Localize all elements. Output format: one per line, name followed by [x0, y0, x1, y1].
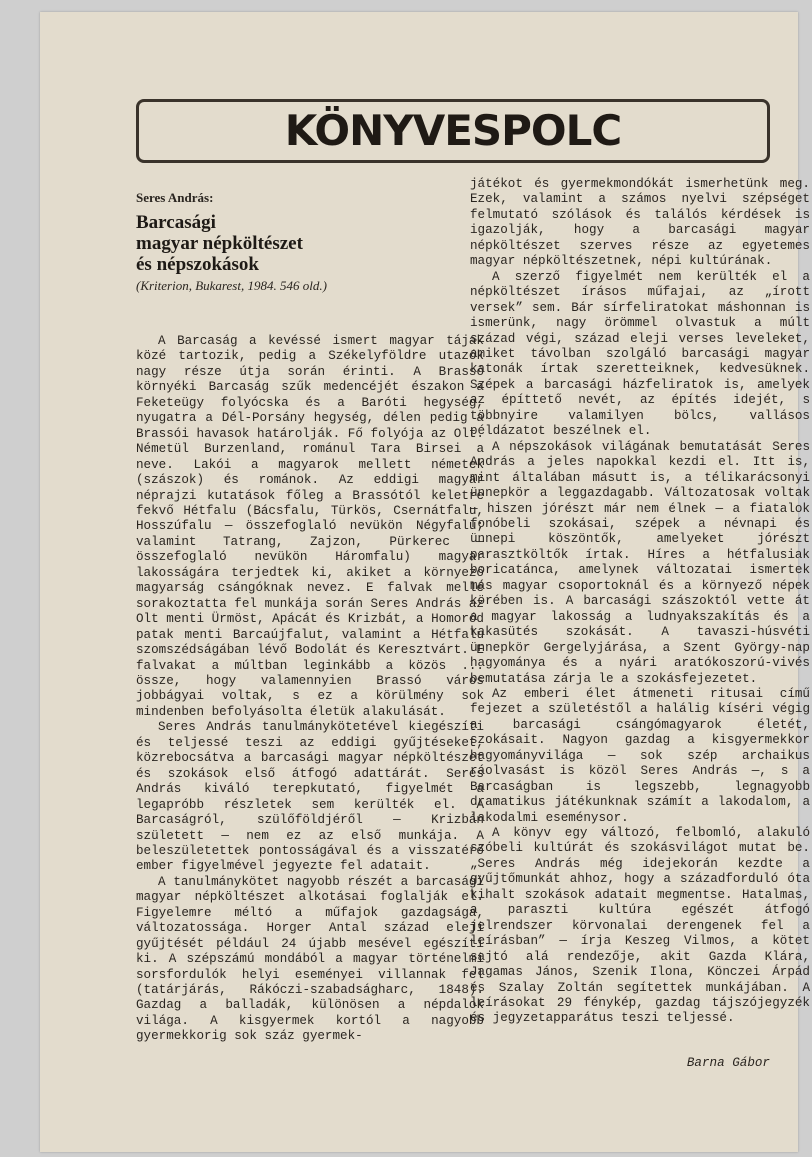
- review-paragraph: játékot és gyermekmondókát ismerhetünk meg. Ezek, valamint a számos nyelvi szépséget felmutató szólások és találós kérdések is igazolják, hogy a barcasági magyar népköltészet szerves része az egyetemes magyar népköltészetnek, népi kultúrának.: [470, 177, 810, 269]
- section-banner: [136, 99, 770, 163]
- review-paragraph: A népszokások világának bemutatását Seres András a jeles napokkal kezdi el. Itt is, mint általában másutt is, a télikarácsonyi ünnepkör a leggazdagabb. Változatosak voltak — hiszen jórészt már nem élnek — a fiatalok fonóbeli szokásai, szépek a névnapi és ünnepi köszöntők, amelyeket jórészt parasztköltők írtak. Híres a hétfalusiak boricatánca, amelynek változatai ismertek más magyar csoportoknál és a környező népek körében is. A barcasági szászoktól vette át a magyar lakosság a ludnyakszakítás és a kakasütés szokását. A tavaszi-húsvéti ünnepkör Gergelyjárása, a Szent György-nap hagyománya és a nyári aratókoszorú-vivés bemutatása zárja le a szokásfejezetet.: [470, 439, 810, 686]
- section-title: KÖNYVESPOLC: [284, 106, 622, 155]
- publication-info: (Kriterion, Bukarest, 1984. 546 old.): [136, 278, 327, 293]
- review-paragraph: A Barcaság a kevéssé ismert magyar tájak közé tartozik, pedig a Székelyföldre utazók nagy része útja során érinti. A Brassó környéki Barcaság szűk medencéjét északon a Feketeügy folyócska és a Baróti hegység, nyugatra a Dél-Porsány hegység, délen pedig a Brassói havasok határolják. Fő folyója az Olt. Németül Burzenland, románul Tara Birsei a neve. Lakói a magyarok mellett németek (szászok) és románok. Az eddigi magyar néprajzi kutatások főleg a Brassótól keletre fekvő Hétfalu (Bácsfalu, Türkös, Csernátfalu, Hosszúfalu — összefoglaló nevükön Négyfalu; valamint Tatrang, Zajzon, Pürkerec — összefoglaló nevükön Háromfalu) magyar lakosságára terjedtek ki, akiket a környező magyarság csángóknak nevez. E falvak mellé sorakoztatta fel munkája során Seres András az Olt menti Ürmöst, Apácát és Krizbát, a Homoród patak menti Barcaújfalut, valamint a Hétfalu szomszédságában lévő Bodolát és Keresztvárt. E falvakat a múltban leginkább a közös ... össze, hogy valamennyien Brassó város jobbágyai voltak, s ez a körülmény sok mindenben befolyásolta életük alakulását.: [136, 334, 484, 719]
- left-column: [136, 334, 484, 1045]
- book-author: Seres András:: [136, 190, 214, 205]
- book-title: [136, 212, 436, 275]
- magazine-page: [40, 12, 810, 1152]
- review-paragraph: Az emberi élet átmeneti ritusai című fejezet a születéstől a halálig kíséri végig a barcasági csángómagyarok életét, szokásait. Nagyon gazdag a kisgyermekkor hagyományvilága — sok szép archaikus ráolvasást is közöl Seres András —, s a Barcaságban is legszebb, legnagyobb dramatikus játékunknak számít a lakodalom, a lakodalmi eseménysor.: [470, 686, 810, 825]
- review-paragraph: A szerző figyelmét nem kerülték el a népköltészet írásos műfajai, az „írott versek” sem. Bár sírfeliratokat máshonnan is ismerünk, nagy örömmel olvastuk a múlt század végi, század eleji verses leveleket, amiket távolban szolgáló barcasági magyar katonák írtak szeretteiknek, kedvesüknek. Szépek a barcasági házfeliratok is, amelyek az építtető nevét, az építés idejét, s többnyire valamilyen bölcs, vallásos példázatot beszélnek el.: [470, 269, 810, 439]
- reviewer-signature: Barna Gábor: [686, 1056, 770, 1070]
- review-paragraph: A tanulmánykötet nagyobb részét a barcasági magyar népköltészet alkotásai foglalják el. Figyelemre méltó a műfajok gazdagsága, változatossága. Horger Antal század eleji gyűjtését például 24 újabb mesével egészíti ki. A szépszámú mondából a magyar történelmi sorsfordulók helyi eseményei villannak fel (tatárjárás, Rákóczi-szabadságharc, 1848). Gazdag a balladák, különösen a népdalok világa. A kisgyermek kortól a nagyobb gyermekkorig sok száz gyermek-: [136, 874, 484, 1044]
- right-column: [470, 177, 810, 1027]
- review-paragraph: A könyv egy változó, felbomló, alakuló szóbeli kultúrát és szokásvilágot mutat be. „Seres András még idejekorán kezdte a gyűjtőmunkát ahhoz, hogy a századforduló óta kihalt szokások adatait megmentse. Hatalmas, a paraszti kultúra egészét átfogó jelrendszer körvonalai derengenek fel a leírásban” — írja Keszeg Vilmos, a kötet sajtó alá rendezője, akit Gazda Klára, Jagamas János, Szenik Ilona, Könczei Árpád és Szalay Zoltán segítettek munkájában. A leírásokat 29 fénykép, gazdag tájszójegyzék és jegyzetapparátus teszi teljessé.: [470, 826, 810, 1026]
- book-title-line: Barcasági: [136, 212, 216, 233]
- book-title-line: és népszokások: [136, 254, 259, 275]
- book-header: [136, 190, 436, 294]
- book-title-line: magyar népköltészet: [136, 233, 303, 254]
- review-paragraph: Seres András tanulmánykötetével kiegészíti és teljessé teszi az eddigi gyűjtéseket, közrebocsátva a barcasági magyar népköltészet és szokások első átfogó adattárát. Seres András kiváló terepkutató, figyelmét a legapróbb részletek sem kerülték el. A Barcaságról, szülőföldjéről — Krizbán született — nem ez az első munkája. A beleszületettek pontosságával és a visszatérő ember figyelmével jegyezte fel adatait.: [136, 720, 484, 874]
